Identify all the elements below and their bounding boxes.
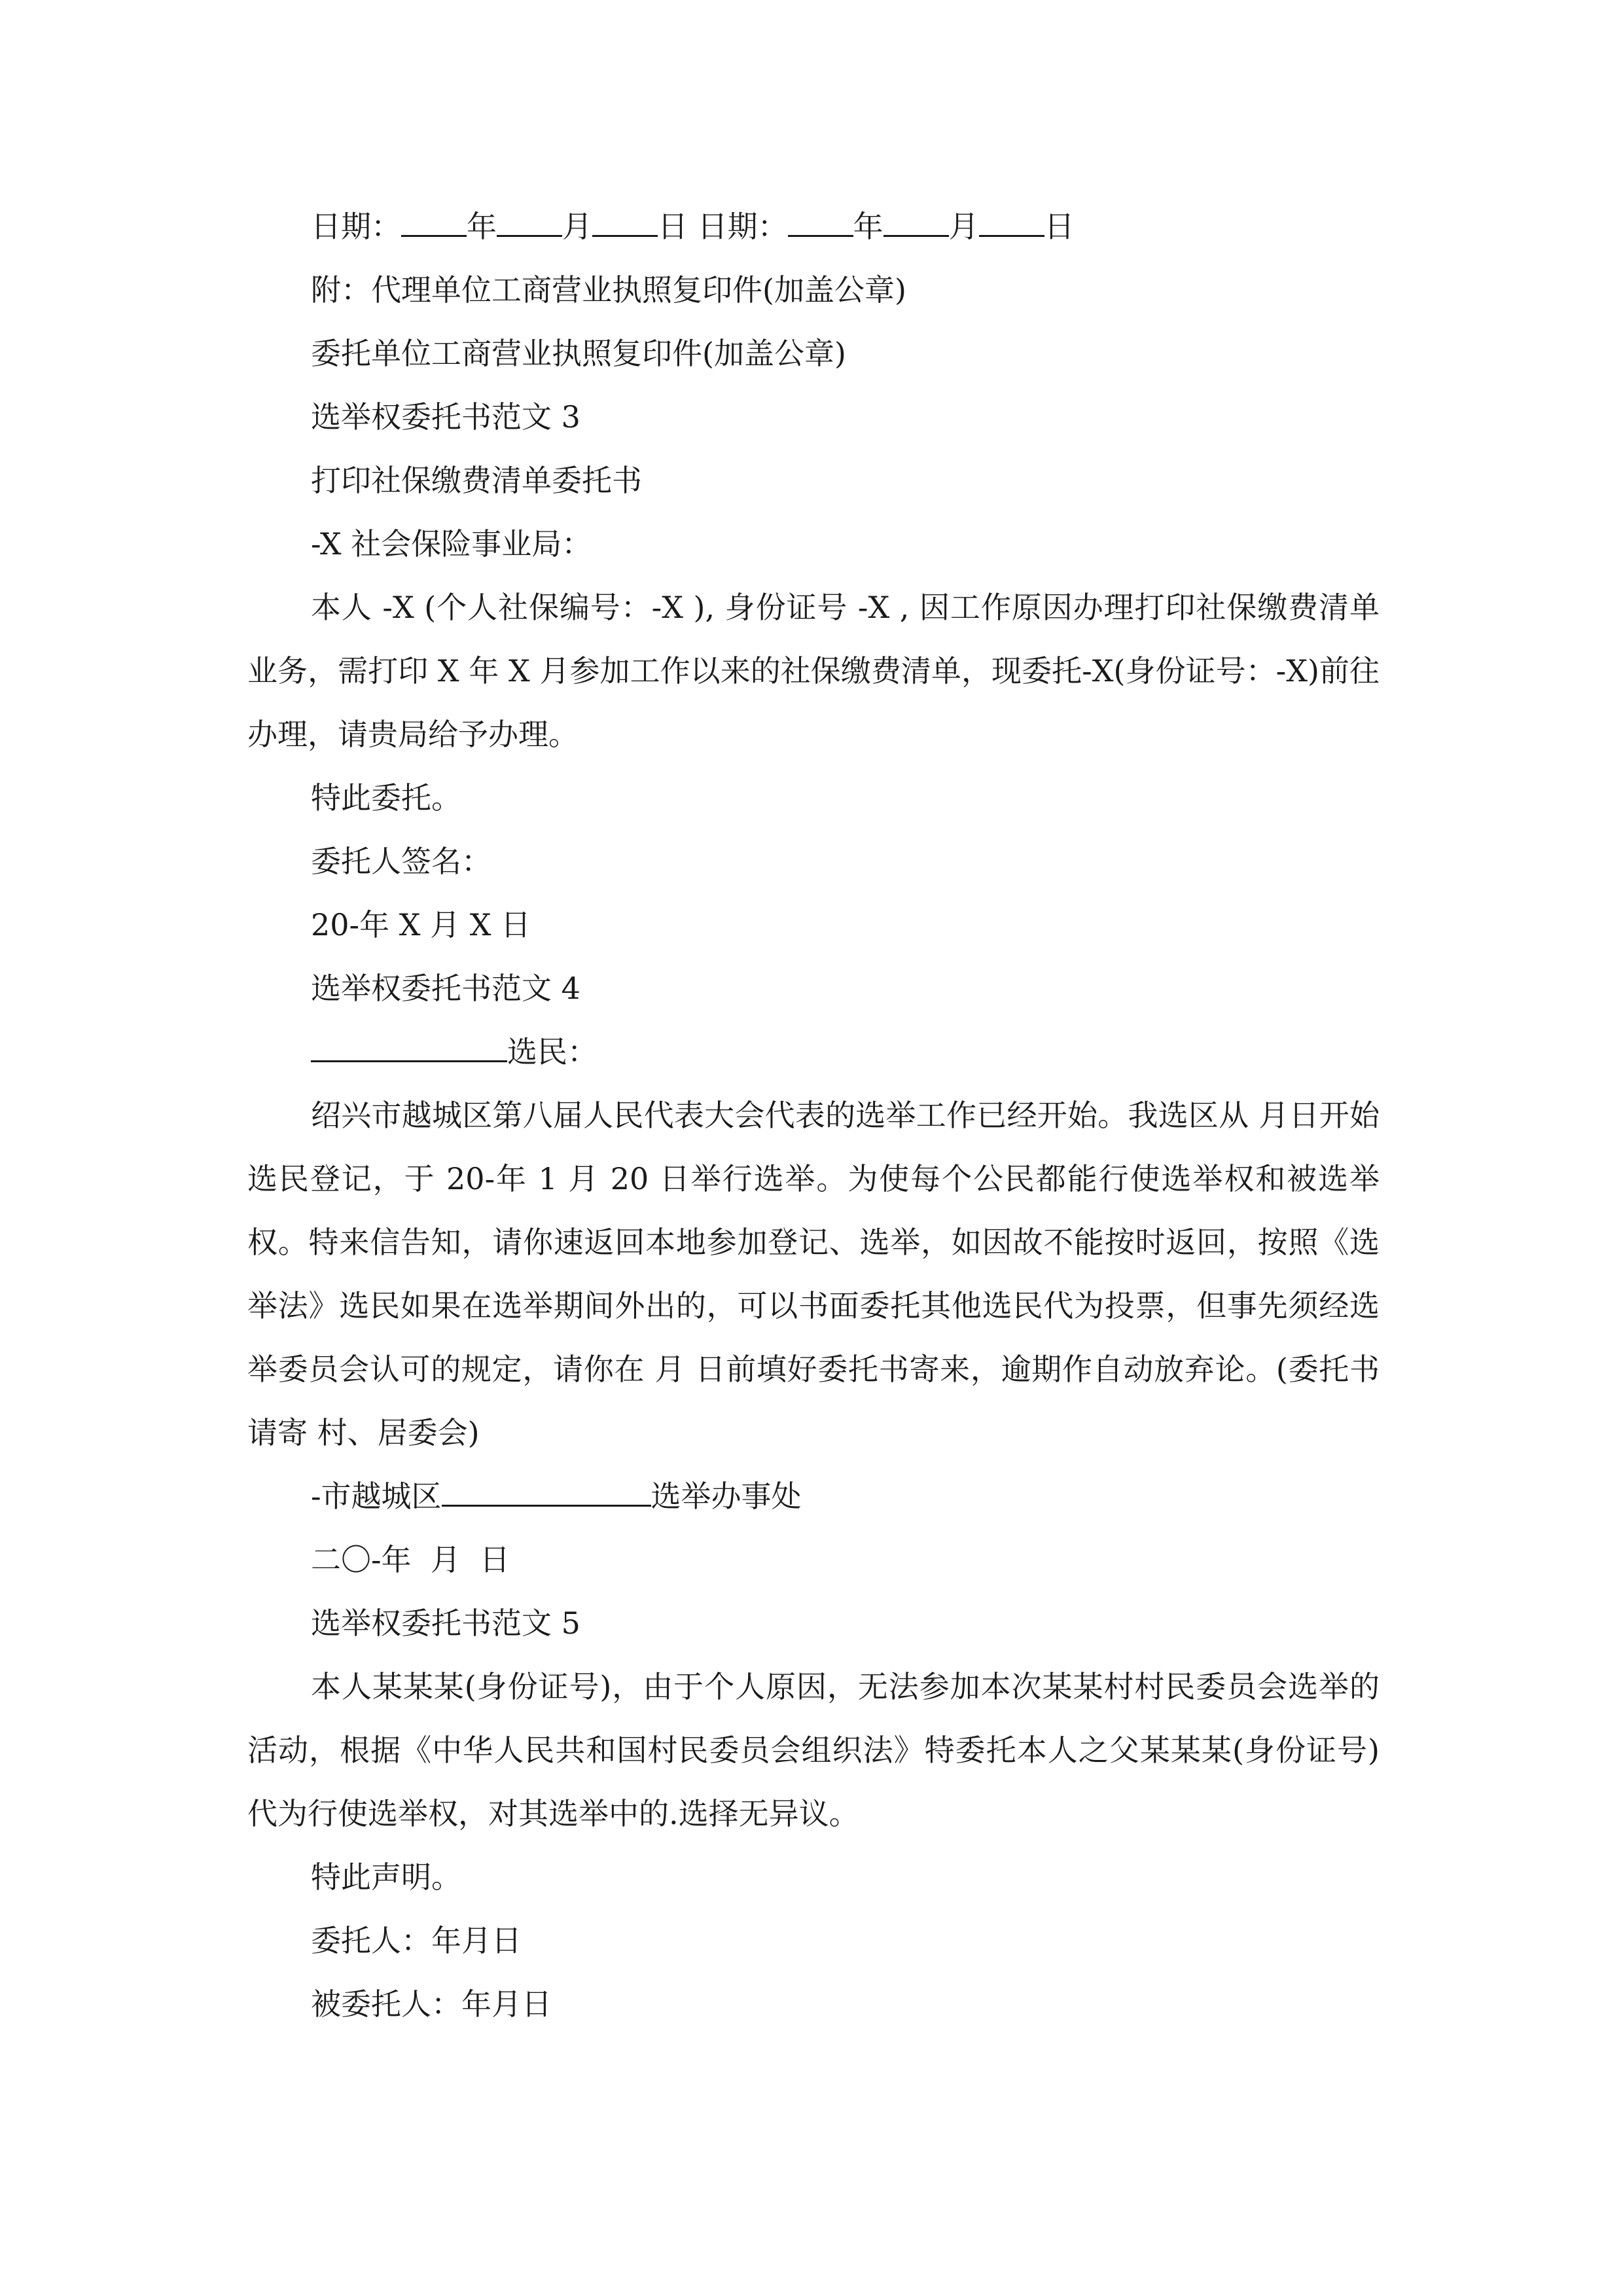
month-blank-1 xyxy=(497,209,562,237)
month-label-2: 月 xyxy=(948,209,979,244)
office-line-4 xyxy=(247,1465,1380,1528)
date-line xyxy=(247,195,1380,259)
addressee-4-suffix: 选民： xyxy=(507,1034,597,1069)
section-heading-3: 选举权委托书范文 3 xyxy=(311,399,580,435)
addressee-3: -X 社会保险事业局： xyxy=(311,526,592,562)
signature-line-3: 委托人签名： xyxy=(311,844,491,879)
document-body xyxy=(247,195,1380,2036)
addressee-4 xyxy=(247,1020,1380,1084)
month-label-1: 月 xyxy=(562,209,592,244)
body-paragraph-3: 本人 -X (个人社保编号：-X ), 身份证号 -X , 因工作原因办理打印社保缴费清单业务，需打印 X 年 X 月参加工作以来的社保缴费清单，现委托-X(身份证号：-X)前往办理，请贵局给予办理。 xyxy=(247,590,1380,752)
closing-3: 特此委托。 xyxy=(311,780,461,816)
day-label-2: 日 xyxy=(1044,209,1075,244)
year-label-2: 年 xyxy=(853,209,883,244)
date-label-2: 日期： xyxy=(688,209,788,244)
month-blank-2 xyxy=(883,209,949,237)
agent-line-5: 被委托人：年月日 xyxy=(311,1986,552,2022)
office-suffix: 选举办事处 xyxy=(651,1479,802,1514)
office-name-blank xyxy=(442,1479,651,1507)
day-blank-1 xyxy=(592,209,658,237)
date-label-1: 日期： xyxy=(311,209,401,244)
date-3: 20-年 X 月 X 日 xyxy=(311,907,531,942)
attachment-line-2: 委托单位工商营业执照复印件(加盖公章) xyxy=(311,336,846,371)
document-title-3: 打印社保缴费清单委托书 xyxy=(311,463,642,498)
voter-name-blank xyxy=(311,1034,507,1062)
body-paragraph-5: 本人某某某(身份证号)，由于个人原因，无法参加本次某某村村民委员会选举的活动，根据《中华人民共和国村民委员会组织法》特委托本人之父某某某(身份证号)代为行使选举权，对其选举中的.选择无异议。 xyxy=(247,1669,1380,1831)
office-prefix: -市越城区 xyxy=(311,1479,442,1514)
body-paragraph-4: 绍兴市越城区第八届人民代表大会代表的选举工作已经开始。我选区从 月日开始选民登记，于 20-年 1 月 20 日举行选举。为使每个公民都能行使选举权和被选举权。特来信告知，请你速返回本地参加登记、选举，如因故不能按时返回，按照《选举法》选民如果在选举期间外出的，可以书面委托其他选民代为投票，但事先须经选举委员会认可的规定，请你在 月 日前填好委托书寄来，逾期作自动放弃论。(委托书请寄 村、居委会) xyxy=(247,1098,1380,1450)
section-heading-5: 选举权委托书范文 5 xyxy=(311,1605,580,1641)
closing-5: 特此声明。 xyxy=(311,1859,461,1895)
day-blank-2 xyxy=(979,209,1044,237)
year-blank-2 xyxy=(788,209,853,237)
attachment-line-1: 附：代理单位工商营业执照复印件(加盖公章) xyxy=(311,272,906,308)
date-4: 二〇-年 月 日 xyxy=(311,1542,510,1577)
section-heading-4: 选举权委托书范文 4 xyxy=(311,971,580,1006)
day-label-1: 日 xyxy=(658,209,688,244)
year-blank-1 xyxy=(401,209,467,237)
year-label-1: 年 xyxy=(467,209,497,244)
principal-line-5: 委托人：年月日 xyxy=(311,1923,522,1958)
